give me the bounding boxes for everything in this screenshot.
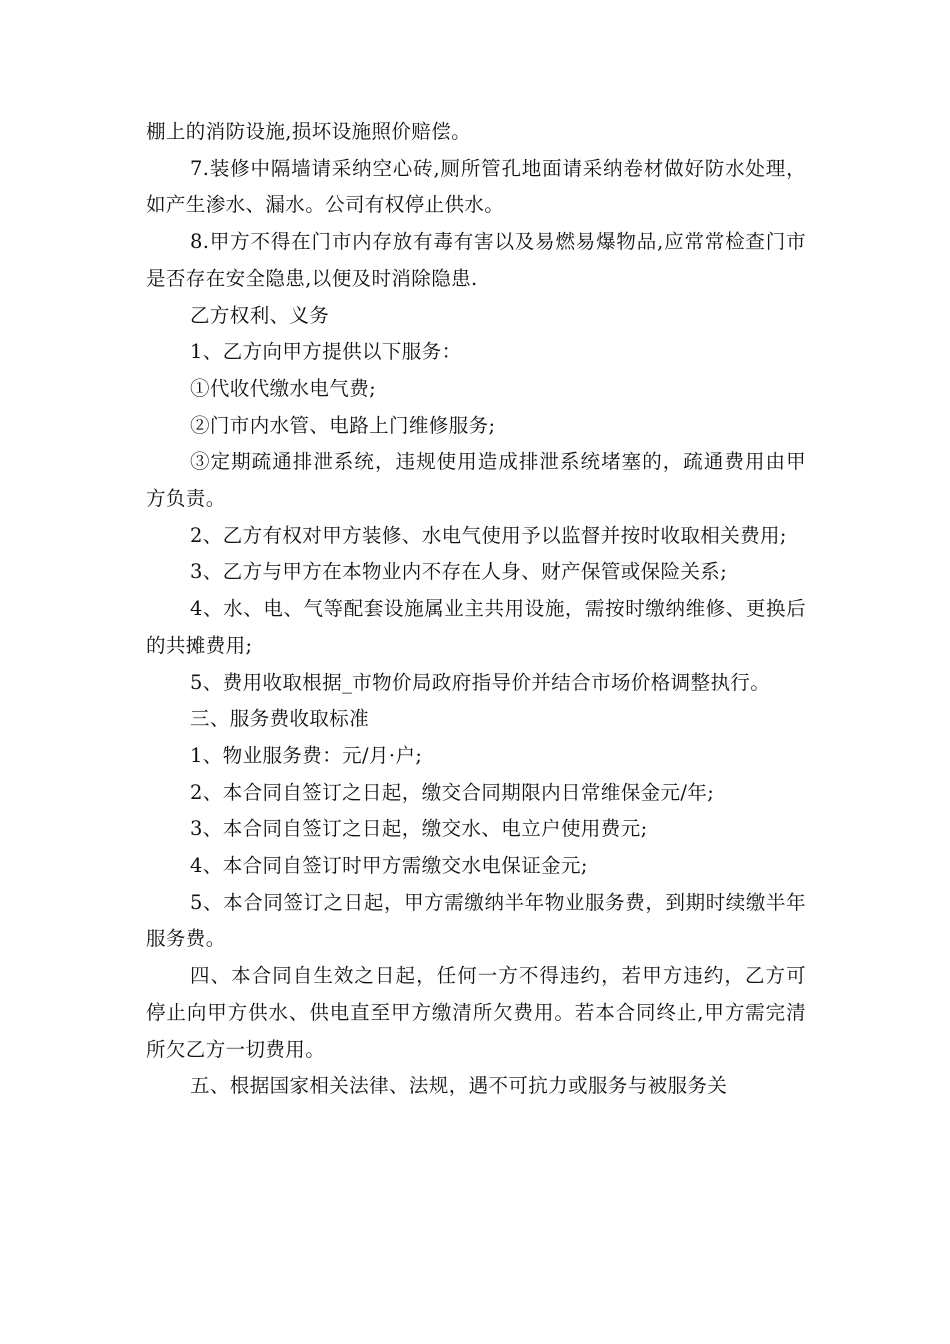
paragraph-fee-item-2: 2、本合同自签订之日起，缴交合同期限内日常维保金元/年; xyxy=(190,780,715,804)
paragraph-fire-facilities: 棚上的消防设施,损坏设施照价赔偿。 xyxy=(146,120,471,143)
paragraph-b-item-3: 3、乙方与甲方在本物业内不存在人身、财产保管或保险关系; xyxy=(190,560,728,584)
paragraph-fee-item-3: 3、本合同自签订之日起，缴交水、电立户使用费元; xyxy=(190,817,648,841)
paragraph-section-4: 四、本合同自生效之日起，任何一方不得违约，若甲方违约，乙方可停止向甲方供水、供电直至甲方缴清所欠费用。若本合同终止,甲方需完清所欠乙方一切费用。 xyxy=(146,964,806,1061)
paragraph-clause-7: 7.装修中隔墙请采纳空心砖,厕所管孔地面请采纳卷材做好防水处理，如产生渗水、漏水。公司有权停止供水。 xyxy=(146,156,806,217)
paragraph-b-item-4: 4、水、电、气等配套设施属业主共用设施，需按时缴纳维修、更换后的共摊费用; xyxy=(146,597,806,657)
section-heading-party-b-rights: 乙方权利、义务 xyxy=(190,303,330,327)
paragraph-fee-item-4: 4、本合同自签订时甲方需缴交水电保证金元; xyxy=(190,854,588,878)
paragraph-b-item-2: 2、乙方有权对甲方装修、水电气使用予以监督并按时收取相关费用; xyxy=(190,523,787,547)
paragraph-b-item-1-sub-1: ①代收代缴水电气费; xyxy=(190,376,377,400)
paragraph-b-item-1: 1、乙方向甲方提供以下服务： xyxy=(190,340,462,364)
paragraph-fee-item-1: 1、物业服务费：元/月·户; xyxy=(190,743,423,767)
paragraph-section-5: 五、根据国家相关法律、法规，遇不可抗力或服务与被服务关 xyxy=(190,1074,728,1098)
paragraph-fee-item-5: 5、本合同签订之日起，甲方需缴纳半年物业服务费，到期时续缴半年服务费。 xyxy=(146,890,806,951)
paragraph-b-item-1-sub-2: ②门市内水管、电路上门维修服务; xyxy=(190,413,496,437)
paragraph-clause-8: 8.甲方不得在门市内存放有毒有害以及易燃易爆物品,应常常检查门市是否存在安全隐患,以便及时消除隐患. xyxy=(146,230,806,290)
section-heading-service-fee: 三、服务费收取标准 xyxy=(190,707,370,731)
paragraph-b-item-5: 5、费用收取根据_市物价局政府指导价并结合市场价格调整执行。 xyxy=(190,670,771,694)
document-body xyxy=(146,114,806,1105)
paragraph-b-item-1-sub-3: ③定期疏通排泄系统，违规使用造成排泄系统堵塞的，疏通费用由甲方负责。 xyxy=(146,450,806,511)
